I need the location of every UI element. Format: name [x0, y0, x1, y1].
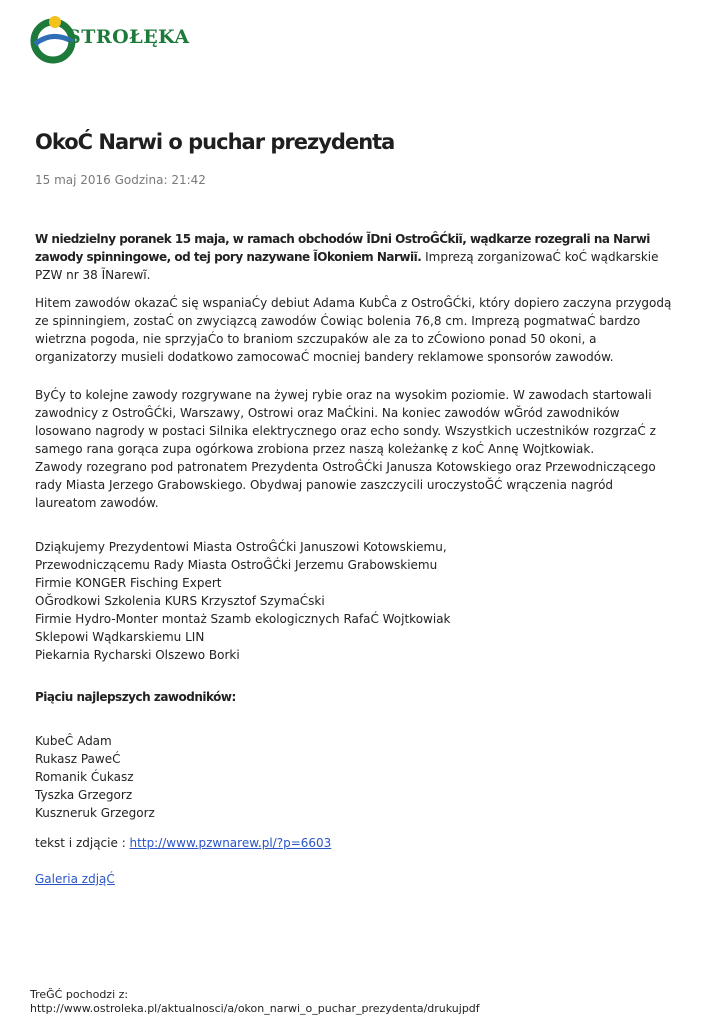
thanks-item: Przewodniczącemu Rady Miasta OstroĜĆki Jerzemu Grabowskiemu [35, 558, 438, 572]
intro-paragraph [35, 230, 675, 284]
article-body [35, 230, 675, 888]
site-logo[interactable] [29, 12, 189, 64]
top-item: Kuszneruk Grzegorz [35, 806, 155, 820]
top-list [35, 732, 675, 822]
source-line [35, 834, 675, 852]
intro-rest: Imprezą zorganizowaĆ koĆ wądkarskie PZW nr 38 ĨNarewĩ. [35, 250, 659, 282]
top-item: Tyszka Grzegorz [35, 788, 133, 802]
thanks-item: Firmie KONGER Fisching Expert [35, 576, 222, 590]
source-label: tekst i zdjącie : [35, 836, 130, 850]
article-title: OkoĆ Narwi o puchar prezydenta [35, 130, 395, 154]
thanks-item: Piekarnia Rycharski Olszewo Borki [35, 648, 240, 662]
top-item: KubeĈ Adam [35, 734, 112, 748]
logo-text: STROŁĘKA [67, 26, 190, 48]
top-item: Rukasz PaweĆ [35, 752, 121, 766]
footer-source-label: TreĞĆ pochodzi z: [30, 988, 129, 1001]
print-footer [30, 988, 480, 1016]
gallery-line [35, 870, 675, 888]
footer-url: http://www.ostroleka.pl/aktualnosci/a/okon_narwi_o_puchar_prezydenta/drukujpdf [30, 1002, 480, 1015]
paragraph-4: Zawody rozegrano pod patronatem Prezydenta OstroĜĆki Janusza Kotowskiego oraz Przewodniczącego rady Miasta Jerzego Grabowskiego. Obydwaj panowie zaszczycili uroczystoĞĆ wrączenia nagród laureatom zawodów. [35, 460, 656, 510]
article-date: 15 maj 2016 Godzina: 21:42 [35, 173, 206, 187]
thanks-item: Firmie Hydro-Monter montaż Szamb ekologicznych RafaĆ Wojtkowiak [35, 612, 451, 626]
top-item: Romanik Ćukasz [35, 770, 134, 784]
gallery-link[interactable]: Galeria zdjąĆ [35, 872, 115, 886]
top-heading: Piąciu najlepszych zawodników: [35, 690, 236, 704]
thanks-list [35, 538, 675, 664]
paragraph-2: Hitem zawodów okazaĆ się wspaniaĆy debiut Adama KubĈa z OstroĜĆki, który dopiero zaczyna przygodą ze spinningiem, zostaĆ on zwyciązcą zawodów Ćowiąc bolenia 76,8 cm. Imprezą pogmatwaĆ bardzo wietrzna pogoda, nie sprzyjaĆo to braniom szczupaków ale za to zĆowiono ponad 50 okoni, a organizatorzy musieli dodatkowo zamocowaĆ mocniej bandery reklamowe sponsorów zawodów. [35, 296, 672, 364]
source-link[interactable]: http://www.pzwnarew.pl/?p=6603 [129, 836, 332, 850]
thanks-item: OĞrodkowi Szkolenia KURS Krzysztof SzymaĆski [35, 594, 325, 608]
paragraph-3: ByĆy to kolejne zawody rozgrywane na żywej rybie oraz na wysokim poziomie. W zawodach startowali zawodnicy z OstroĜĆki, Warszawy, Ostrowi oraz MaĆkini. Na koniec zawodów wĞród zawodników losowano nagrody w postaci Silnika elektrycznego oraz echo sondy. Wszystkich uczestników rozgrzaĆ z samego rana gorąca zupa ogórkowa zrobiona przez naszą koleżankę z koĆ Annę Wojtkowiak. [35, 388, 656, 456]
intro-bold: W niedzielny poranek 15 maja, w ramach obchodów ĨDni OstroĜĆkiĩ, wądkarze rozegrali na Narwi zawody spinningowe, od tej pory nazywane ĨOkoniem Narwiĩ. [35, 232, 650, 264]
thanks-item: Dziąkujemy Prezydentowi Miasta OstroĜĆki Januszowi Kotowskiemu, [35, 540, 447, 554]
thanks-item: Sklepowi Wądkarskiemu LIN [35, 630, 205, 644]
